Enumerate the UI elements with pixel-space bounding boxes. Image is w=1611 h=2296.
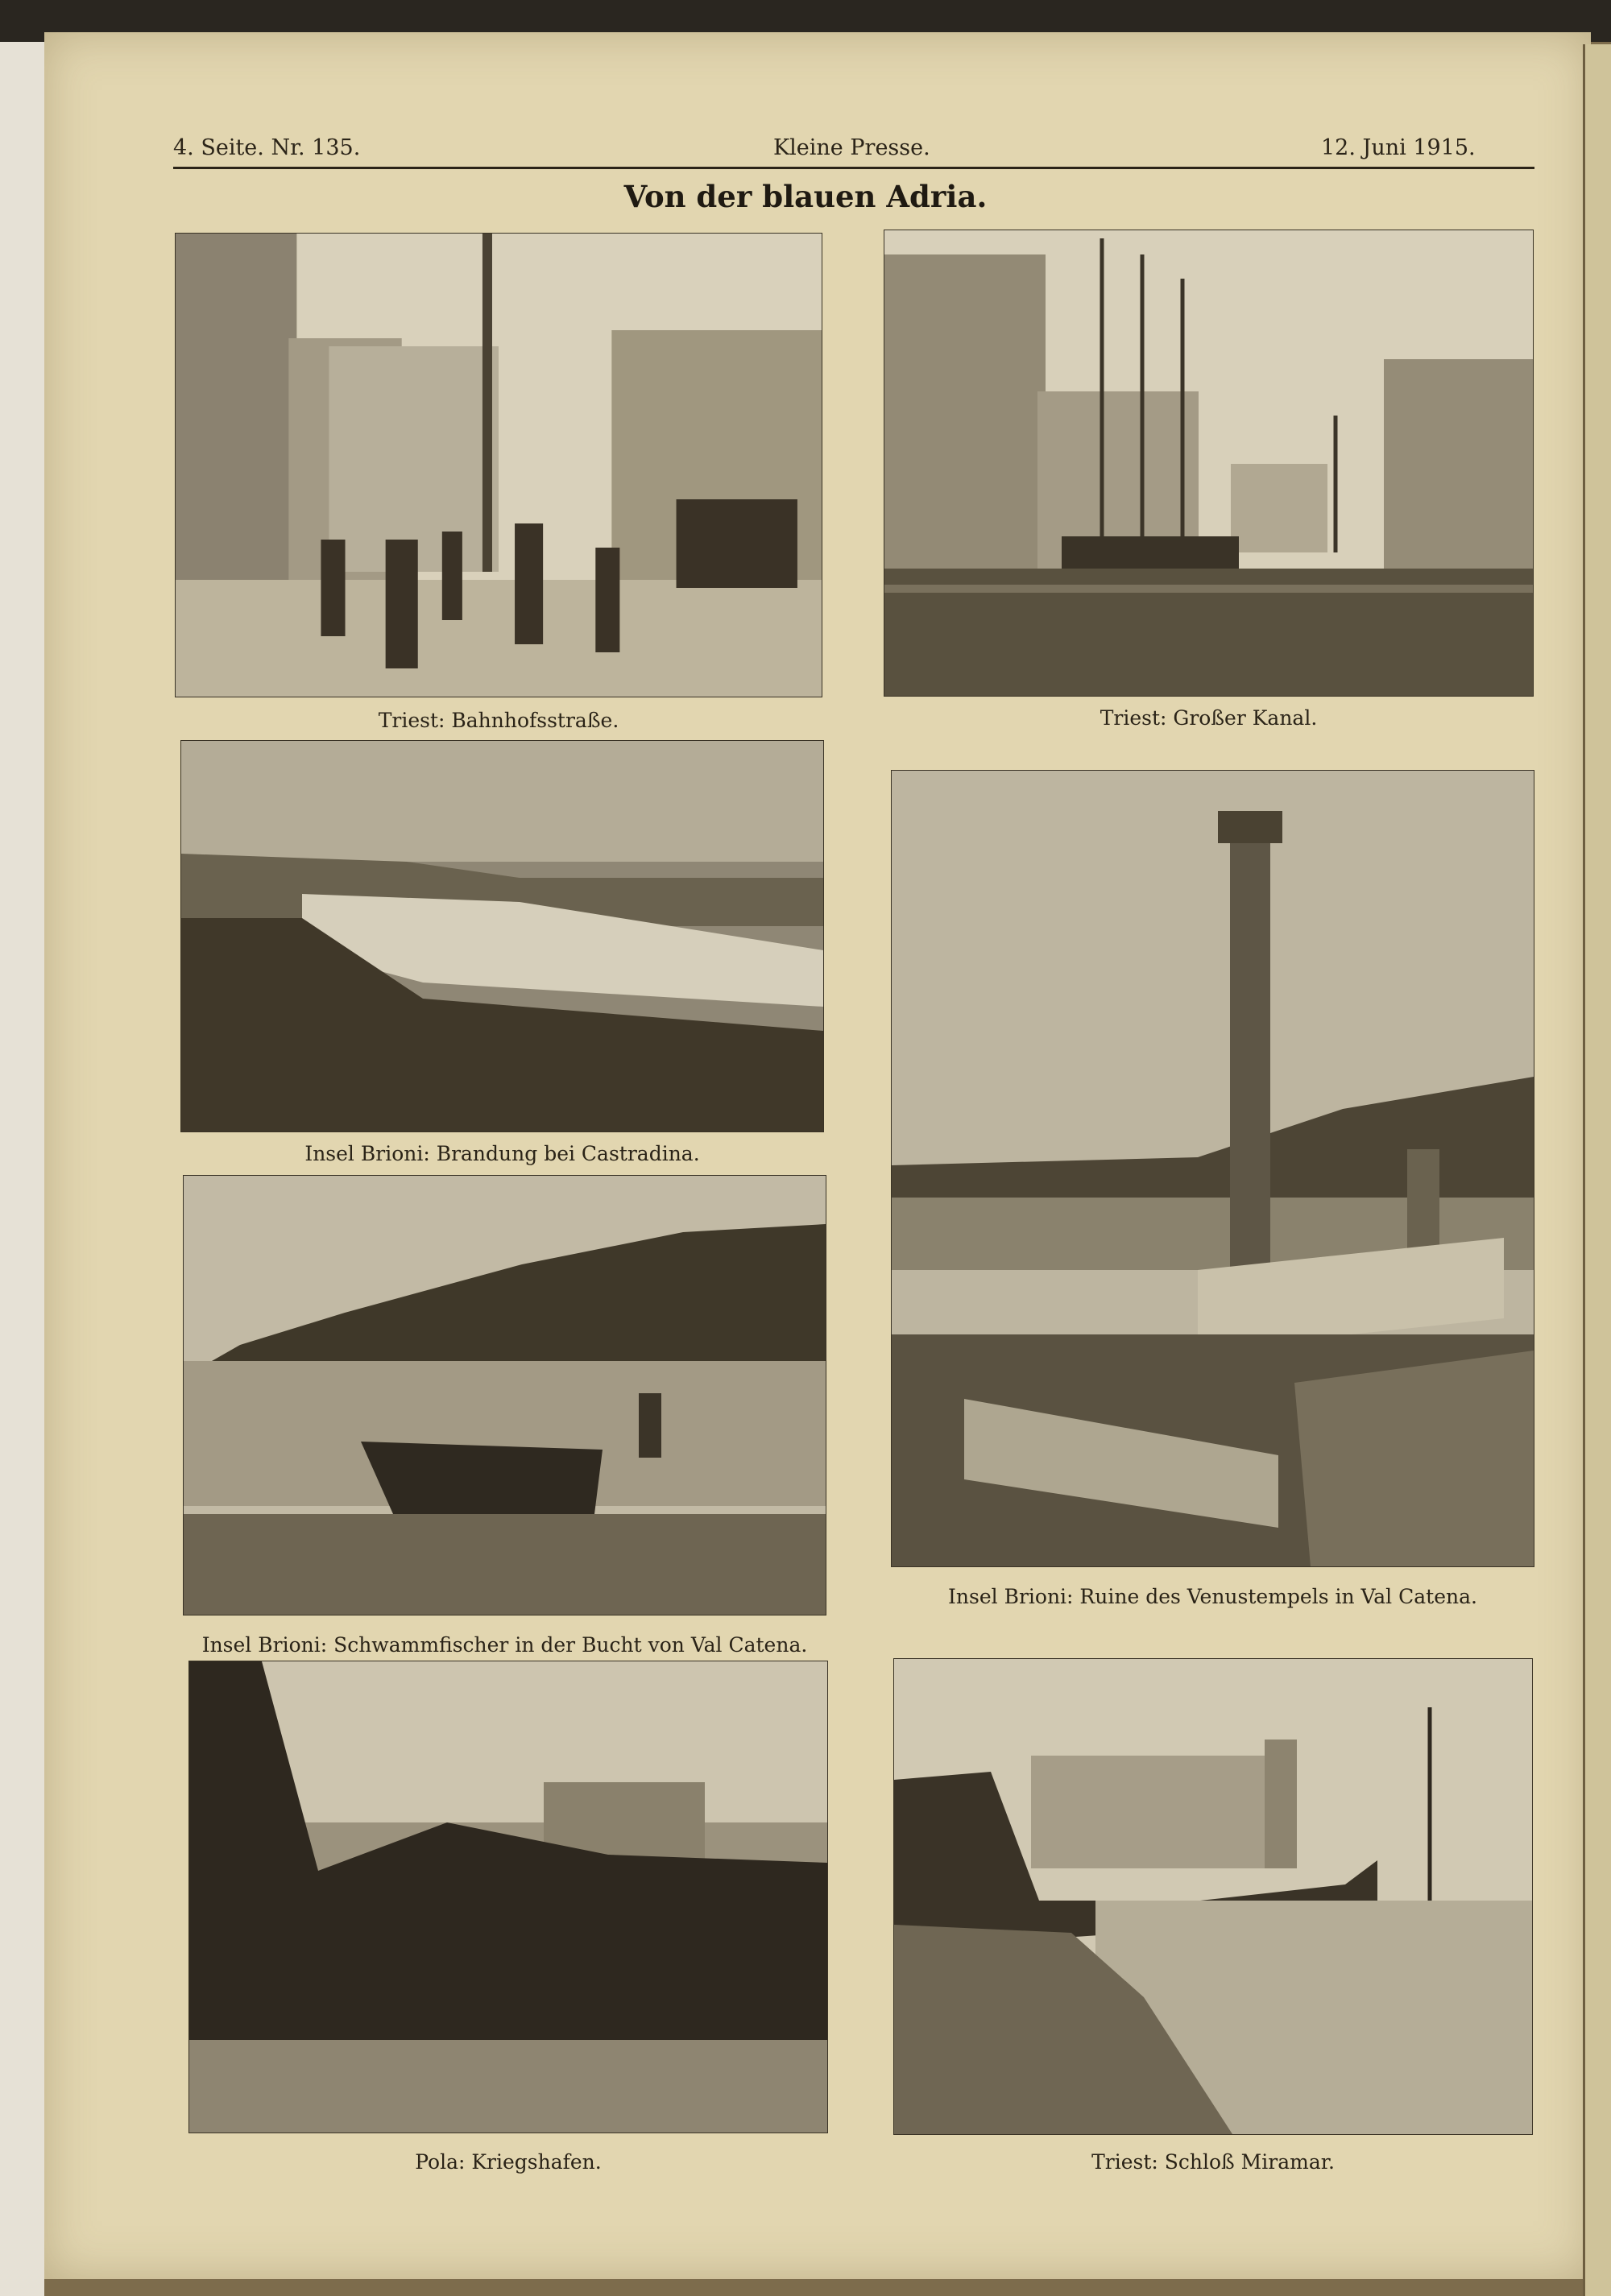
photo-grosser-kanal [884, 230, 1533, 696]
caption-schwammfischer: Insel Brioni: Schwammfischer in der Bucht von Val Catena. [201, 1633, 808, 1657]
photo-venustempel-ruine [892, 771, 1534, 1566]
header-rule [173, 167, 1534, 169]
photo-schwammfischer [184, 1176, 826, 1615]
page-title: Von der blauen Adria. [623, 179, 988, 214]
photo-bahnhofstrasse [176, 234, 822, 697]
page-number-issue: 4. Seite. Nr. 135. [173, 135, 361, 160]
caption-brandung-castradina: Insel Brioni: Brandung bei Castradina. [304, 1142, 700, 1165]
caption-bahnhofstrasse: Triest: Bahnhofsstraße. [378, 709, 619, 732]
newspaper-name: Kleine Presse. [773, 135, 930, 160]
caption-schloss-miramar: Triest: Schloß Miramar. [1091, 2150, 1335, 2174]
issue-date: 12. Juni 1915. [1321, 135, 1476, 160]
caption-kriegshafen: Pola: Kriegshafen. [415, 2150, 602, 2174]
photo-brandung-castradina [181, 741, 823, 1131]
caption-venustempel: Insel Brioni: Ruine des Venustempels in Val Catena. [948, 1585, 1477, 1608]
scan-left-margin [0, 42, 44, 2296]
adjacent-page-edge [1583, 44, 1611, 2296]
caption-grosser-kanal: Triest: Großer Kanal. [1100, 706, 1318, 730]
photo-kriegshafen [189, 1661, 827, 2133]
photo-schloss-miramar [894, 1659, 1532, 2134]
